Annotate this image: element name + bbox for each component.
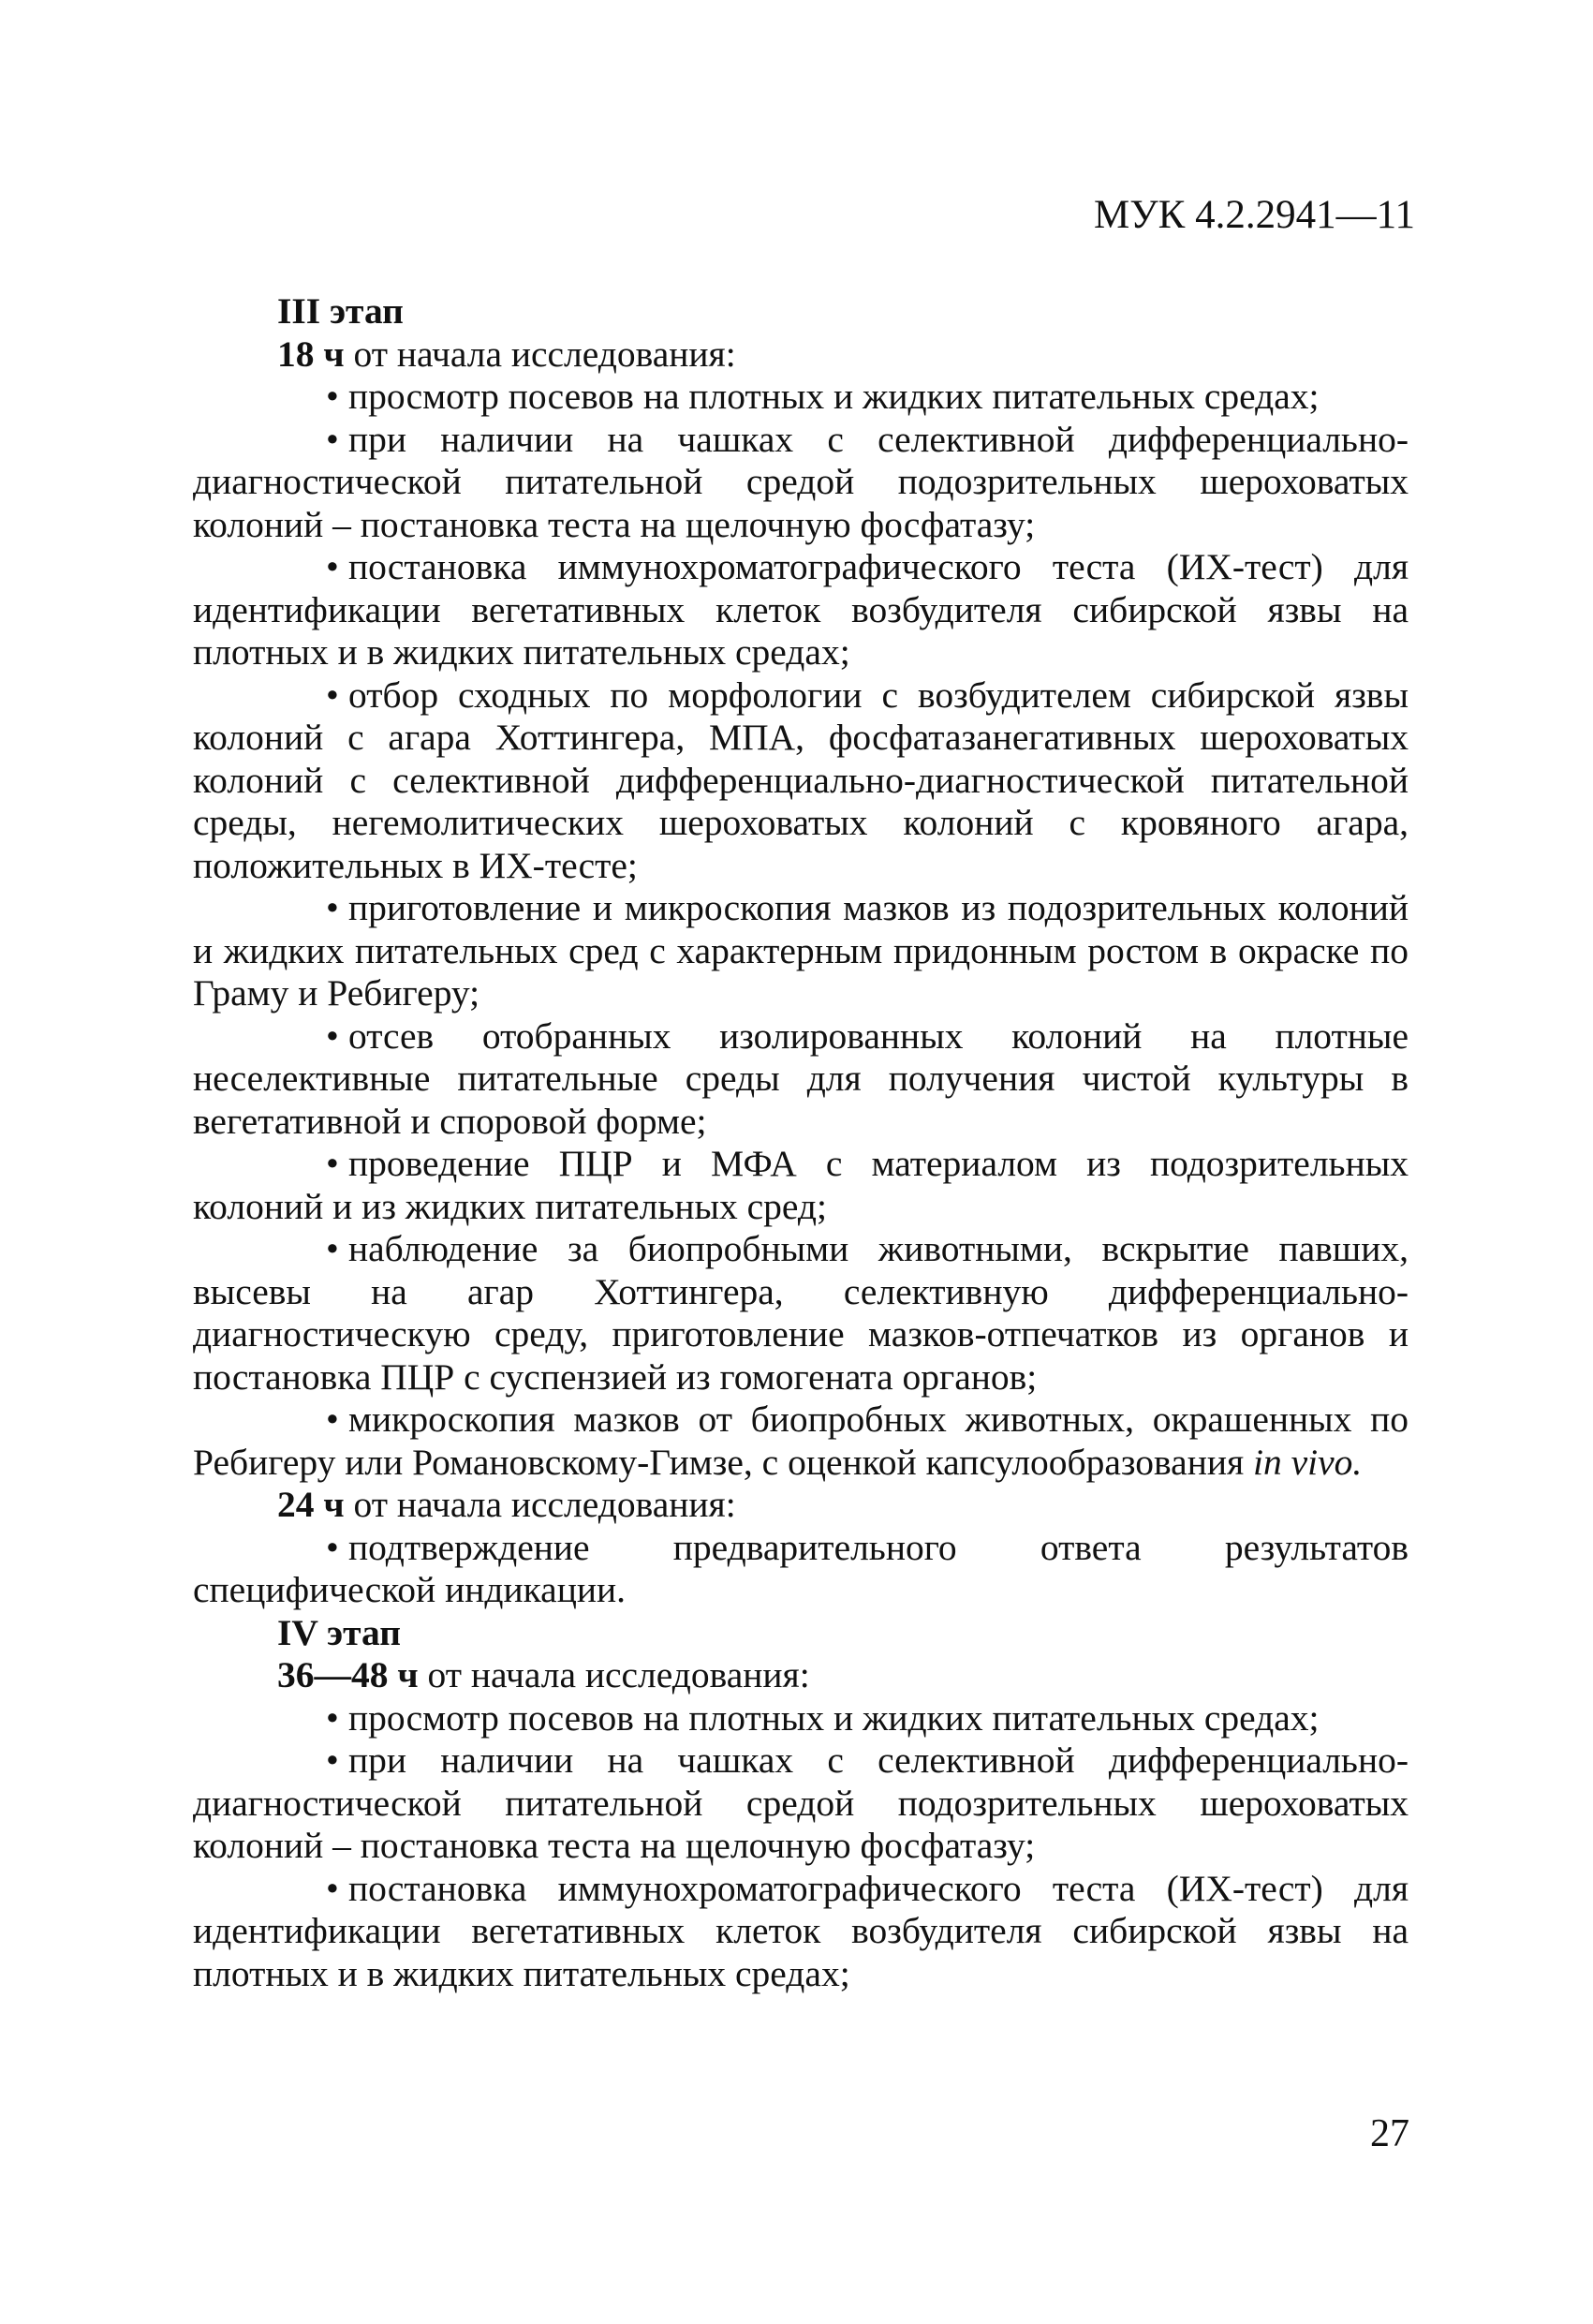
bullet-icon: • bbox=[326, 1739, 339, 1781]
list-item: • при наличии на чашках с селективной дифференциально-диагностической питательной средой подозрительных шероховатых колоний – постановка теста на щелочную фосфатазу; bbox=[193, 418, 1409, 545]
bullet-icon: • bbox=[326, 1696, 339, 1739]
list-item: • проведение ПЦР и МФА с материалом из подозрительных колоний и из жидких питательных сред; bbox=[193, 1143, 1409, 1227]
time-text: от начала исследования: bbox=[344, 333, 736, 375]
time-value: 18 ч bbox=[277, 333, 345, 375]
stage-4-time-36-48h bbox=[193, 1654, 1409, 1697]
list-item: • приготовление и микроскопия мазков из подозрительных колоний и жидких питательных сред с характерным придонным ростом в окраске по Граму и Ребигеру; bbox=[193, 887, 1409, 1014]
list-item: • постановка иммунохроматографического теста (ИХ-тест) для идентификации вегетативных клеток возбудителя сибирской язвы на плотных и в жидких питательных средах; bbox=[193, 546, 1409, 673]
bullet-icon: • bbox=[326, 376, 339, 417]
list-item: • отбор сходных по морфологии с возбудителем сибирской язвы колоний с агара Хоттингера, МПА, фосфатазанегативных шероховатых колоний с селективной дифференциально-диагностической питательной среды, негемолитических шероховатых колоний с кровяного агара, положительных в ИХ-тесте; bbox=[193, 674, 1409, 886]
stage-4-heading: IV этап bbox=[277, 1611, 402, 1653]
list-item: • при наличии на чашках с селективной дифференциально-диагностической питательной средой подозрительных шероховатых колоний – постановка теста на щелочную фосфатазу; bbox=[193, 1739, 1409, 1866]
bullet-icon: • bbox=[326, 418, 339, 460]
document-body bbox=[193, 290, 1409, 1995]
bullet-icon: • bbox=[326, 546, 339, 587]
stage-3-time-24h bbox=[193, 1484, 1409, 1527]
bullet-icon: • bbox=[326, 1526, 339, 1568]
list-item: • подтверждение предварительного ответа результатов специфической индикации. bbox=[193, 1526, 1409, 1610]
list-item: • просмотр посевов на плотных и жидких питательных средах; bbox=[326, 1696, 1320, 1739]
bullet-icon: • bbox=[326, 1399, 339, 1440]
bullet-icon: • bbox=[326, 1014, 339, 1057]
time-text: от начала исследования: bbox=[344, 1484, 736, 1525]
bullet-icon: • bbox=[326, 1143, 339, 1184]
bullet-icon: • bbox=[326, 887, 339, 928]
list-item: • отсев отобранных изолированных колоний на плотные неселективные питательные среды для получения чистой культуры в вегетативной и споровой форме; bbox=[193, 1014, 1409, 1142]
stage-3-heading: III этап bbox=[277, 290, 404, 332]
list-item: • наблюдение за биопробными животными, вскрытие павших, высевы на агар Хоттингера, селективную дифференциально-диагностическую среду, приготовление мазков-отпечатков из органов и постановка ПЦР с суспензией из гомогената органов; bbox=[193, 1228, 1409, 1398]
time-value: 24 ч bbox=[277, 1484, 345, 1525]
page-number: 27 bbox=[1370, 2112, 1409, 2155]
time-value: 36—48 ч bbox=[277, 1654, 419, 1695]
list-item: • постановка иммунохроматографического теста (ИХ-тест) для идентификации вегетативных клеток возбудителя сибирской язвы на плотных и в жидких питательных средах; bbox=[193, 1867, 1409, 1994]
document-code: МУК 4.2.2941—11 bbox=[1093, 193, 1415, 237]
bullet-icon: • bbox=[326, 674, 339, 716]
list-item: • микроскопия мазков от биопробных животных, окрашенных по Ребигеру или Романовскому-Гимзе, с оценкой капсулообразования in vivo. bbox=[193, 1399, 1409, 1483]
stage-3-time-18h bbox=[193, 333, 1409, 377]
bullet-icon: • bbox=[326, 1228, 339, 1269]
time-text: от начала исследования: bbox=[418, 1654, 810, 1695]
list-item: • просмотр посевов на плотных и жидких питательных средах; bbox=[326, 376, 1320, 417]
italic-term: in vivo. bbox=[1253, 1441, 1363, 1483]
bullet-icon: • bbox=[326, 1867, 339, 1909]
